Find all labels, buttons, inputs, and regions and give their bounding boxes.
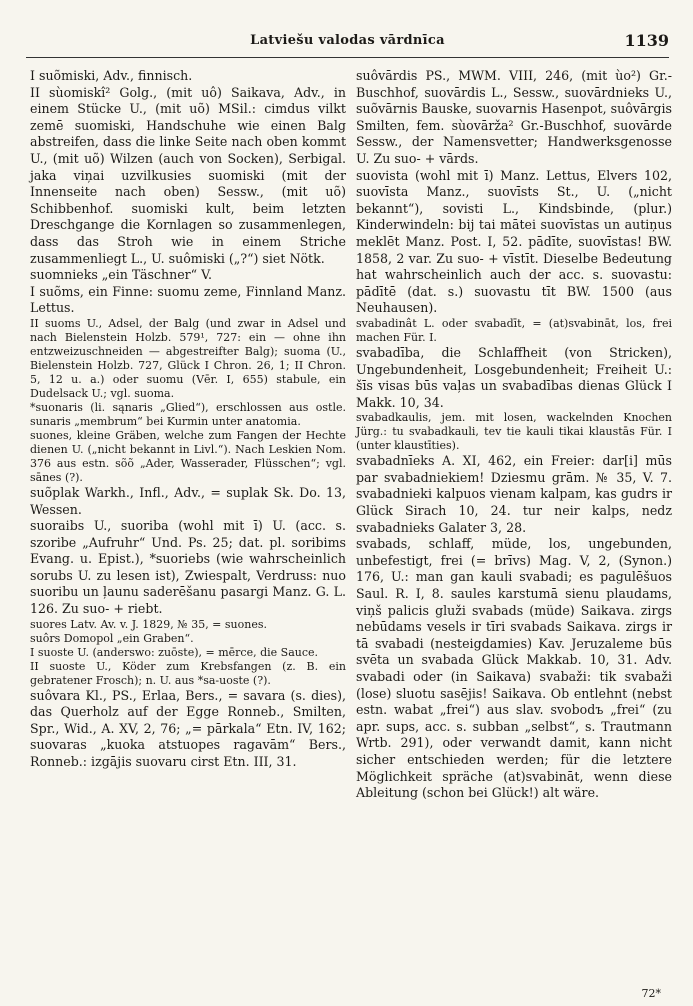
dictionary-entry: I suoste U. (anderswo: zuōste), = mērce, die Sauce. <box>30 645 318 659</box>
right-column <box>356 68 672 802</box>
dictionary-entry: II suoste U., Köder zum Krebsfangen (z. B. ein gebratener Frosch); n. U. aus *sa-uoste (?). <box>30 659 346 687</box>
dictionary-entry: *suonaris (li. sąnaris „Glied“), erschlossen aus ostle. sunaris „membrum“ bei Kurmin unter anatomia. <box>30 400 346 428</box>
dictionary-entry: II sùomiskî² Golg., (mit uô) Saikava, Adv., in einem Stücke U., (mit uõ) MSil.: cimdus vilkt zemē suomiski, Handschuhe wie einen Balg abstreifen, dass die linke Seite nach oben kommt U., (mit uõ) Wilzen (auch von Socken), Serbigal. jaka viņai uzvilkusies suomiski (mit der Innenseite nach oben) Sessw., (mit uõ) Schibbenhof. suomiski kult, beim letzten Dreschgange die Kornlagen so zusammenlegen, dass das Stroh wie in einem Striche zusammenliegt L., U. suômiski („?“) siet Nötk. <box>30 84 346 266</box>
page-number: 1139 <box>624 31 669 50</box>
dictionary-entry: suones, kleine Gräben, welche zum Fangen der Hechte dienen U. („nicht bekannt in Livl.“). Nach Leskien Nom. 376 aus estn. sõõ „Ader, Wasserader, Flüsschen“; vgl. sānes (?). <box>30 428 346 484</box>
running-title: Latviešu valodas vārdnīca <box>250 33 445 48</box>
dictionary-entry: suôvārdis PS., MWM. VIII, 246, (mit ùo²) Gr.-Buschhof, suovārdis L., Sessw., suovārdnieks U., suõvārnis Bauske, suovarnis Hasenpot, suôvārgis Smilten, fem. sùovārža² Gr.-Buschhof, suovārde Sessw., der Namensvetter; Handwerksgenosse U. Zu suo- + vārds. <box>356 68 672 166</box>
dictionary-entry: I suõmiski, Adv., finnisch. <box>30 68 193 83</box>
header-rule <box>26 57 669 58</box>
dictionary-entry: suovista (wohl mit ī) Manz. Lettus, Elvers 102, suovīsta Manz., suovīsts St., U. („nicht bekannt“), sovisti L., Kindsbinde, (plur.) Kinderwindeln: bij tai mātei suovīstas un autiņus meklēt Manz. Post. I, 52. pādīte, suovīstas! BW. 1858, 2 var. Zu suo- + vīstīt. Dieselbe Bedeutung hat wahrscheinlich auch der acc. s. suovastu: pādītē (dat. s.) suovastu tīt BW. 1500 (aus Neuhausen). <box>356 167 672 316</box>
dictionary-entry: suõplak Warkh., Infl., Adv., = suplak Sk. Do. 13, Wessen. <box>30 484 346 517</box>
dictionary-entry: suoraibs U., suoriba (wohl mit ī) U. (acc. s. szoribe „Aufruhr“ Und. Ps. 25; dat. pl. soribims Evang. u. Epist.), *suoriebs (wie wahrscheinlich sorubs U. zu lesen ist), Zwiespalt, Verdruss: nuo suoribu un ļaunu saderēšanu pasargi Manz. G. L. 126. Zu suo- + riebt. <box>30 518 346 617</box>
page-header <box>26 33 669 57</box>
dictionary-entry: suôrs Domopol „ein Graben“. <box>30 631 194 645</box>
dictionary-entry: suomnieks „ein Täschner“ V. <box>30 267 212 283</box>
dictionary-entry: svabadnīeks A. XI, 462, ein Freier: dar[i] mūs par svabadniekiem! Dziesmu grām. № 35, V. 7. svabadnieki kalpuos vienam kalpam, kas gudrs ir Glück Sirach 10, 24. tur neir kalps, nedz svabadnieks Galater 3, 28. <box>356 453 672 535</box>
dictionary-entry: svabadība, die Schlaffheit (von Stricken), Ungebundenheit, Losgebundenheit; Freiheit U.: šīs visas būs vaļas un svabadības dienas Glück I Makk. 10, 34. <box>356 344 672 410</box>
dictionary-entry: svabadinât L. oder svabadīt, = (at)svabināt, los, frei machen Für. I. <box>356 316 672 344</box>
dictionary-entry: I suõms, ein Finne: suomu zeme, Finnland Manz. Lettus. <box>30 283 346 316</box>
dictionary-entry: svabadkaulis, jem. mit losen, wackelnden Knochen Jürg.: tu svabadkauli, tev tie kauli tikai klaustās Für. I (unter klaustīties). <box>356 411 672 453</box>
dictionary-entry: svabads, schlaff, müde, los, ungebunden, unbefestigt, frei (= brīvs) Mag. V, 2, (Synon.) 176, U.: man gan kauli svabadi; es pagulēšuos Saul. R. I, 8. saules karstumā sienu plaudams, viņš palicis gluži svabads (müde) Saikava. zirgs nebūdams vesels ir tīri svabads Saikava. zirgs ir tā svabadi (nesteigdamies) Kav. Jeruzaleme būs svēta un svabada Glück Makkab. 10, 31. Adv. svabadi oder (in Saikava) svabaži: tik svabaži (lose) sluotu sasējis! Saikava. Ob entlehnt (nebst estn. wabat „frei“) aus slav. svobodъ „frei“ (zu apr. sups, acc. s. subban „selbst“, s. Trautmann Wrtb. 291), oder verwandt damit, kann nicht sicher entschieden werden; für die letztere Möglichkeit spräche (at)svabināt, wenn diese Ableitung (schon bei Glück!) alt wäre. <box>356 536 672 801</box>
left-column <box>30 68 346 771</box>
dictionary-entry: suores Latv. Av. v. J. 1829, № 35, = suones. <box>30 617 267 631</box>
dictionary-entry: suôvara Kl., PS., Erlaa, Bers., = savara (s. dies), das Querholz auf der Egge Ronneb., Smilten, Spr., Wid., A. XV, 2, 76; „= pārkala“ Etn. IV, 162; suovaras „kuoka atstuopes ragavām“ Bers., Ronneb.: izgājis suovaru cirst Etn. III, 31. <box>30 687 346 770</box>
signature-mark: 72* <box>641 987 661 1000</box>
dictionary-entry: II suoms U., Adsel, der Balg (und zwar in Adsel und nach Bielenstein Holzb. 579¹, 727: ein — ohne ihn entzweizuschneiden — abgestreifter Balg); suoma (U., Bielenstein Holzb. 727, Glück I Chron. 26, 1; II Chron. 5, 12 u. a.) oder suomu (Vēr. I, 655) stabule, ein Dudelsack U.; vgl. suoma. <box>30 316 346 400</box>
